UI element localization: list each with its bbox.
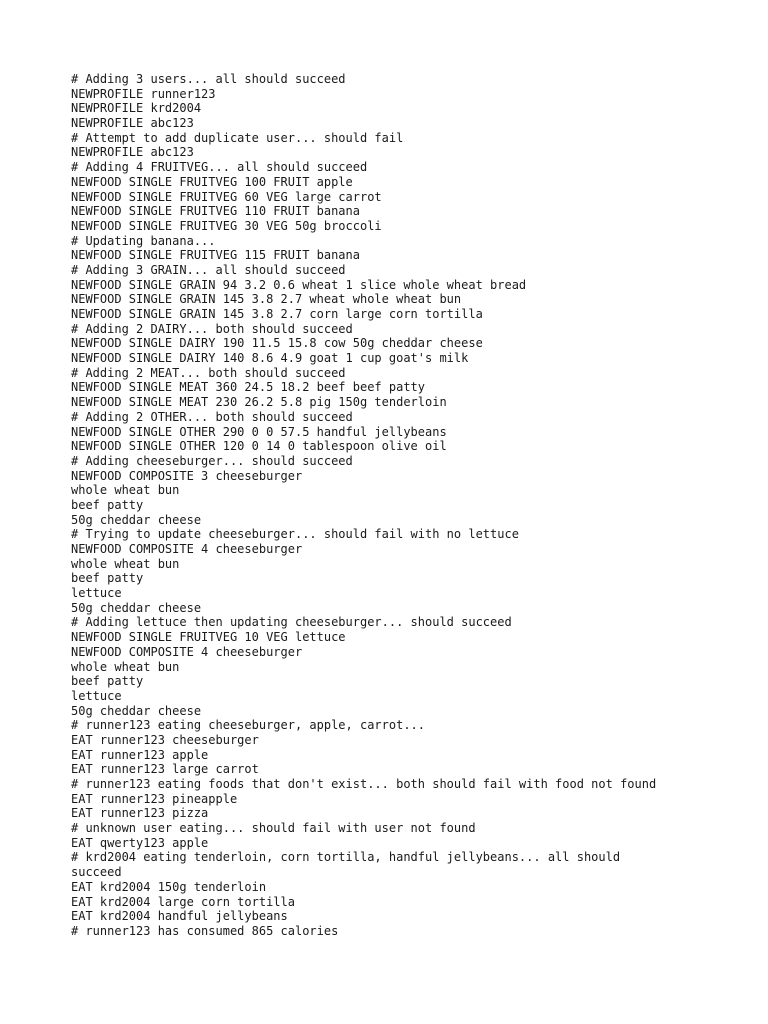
code-line: 50g cheddar cheese bbox=[71, 703, 202, 718]
code-line: NEWFOOD SINGLE OTHER 290 0 0 57.5 handful jellybeans bbox=[71, 424, 447, 439]
code-line: NEWFOOD SINGLE MEAT 230 26.2 5.8 pig 150g tenderloin bbox=[71, 395, 447, 410]
code-line: EAT krd2004 150g tenderloin bbox=[71, 879, 267, 894]
code-line: # Adding cheeseburger... should succeed bbox=[71, 453, 353, 468]
code-line: # Adding 2 MEAT... both should succeed bbox=[71, 365, 346, 380]
code-line: whole wheat bun bbox=[71, 659, 180, 674]
code-line: # Attempt to add duplicate user... should fail bbox=[71, 130, 404, 145]
code-line: whole wheat bun bbox=[71, 483, 180, 498]
code-line: NEWFOOD SINGLE GRAIN 145 3.8 2.7 wheat whole wheat bun bbox=[71, 292, 462, 307]
code-line: lettuce bbox=[71, 688, 122, 703]
code-line: NEWPROFILE abc123 bbox=[71, 145, 194, 160]
code-line: NEWFOOD SINGLE DAIRY 140 8.6 4.9 goat 1 cup goat's milk bbox=[71, 351, 469, 366]
code-line: # runner123 eating foods that don't exist... both should fail with food not found bbox=[71, 777, 657, 791]
code-line: # krd2004 eating tenderloin, corn tortilla, handful jellybeans... all should bbox=[71, 850, 621, 865]
code-line: NEWFOOD SINGLE FRUITVEG 115 FRUIT banana bbox=[71, 248, 360, 263]
code-line: NEWFOOD COMPOSITE 4 cheeseburger bbox=[71, 644, 303, 659]
code-line: NEWFOOD SINGLE FRUITVEG 100 FRUIT apple bbox=[71, 174, 353, 189]
code-line: NEWPROFILE abc123 bbox=[71, 116, 194, 131]
code-line: NEWPROFILE krd2004 bbox=[71, 101, 202, 116]
code-line: EAT krd2004 large corn tortilla bbox=[71, 894, 295, 909]
code-listing bbox=[71, 72, 711, 939]
code-line: EAT runner123 pineapple bbox=[71, 791, 238, 806]
code-line: # Adding 2 OTHER... both should succeed bbox=[71, 409, 353, 424]
code-line: 50g cheddar cheese bbox=[71, 512, 202, 527]
code-line: NEWFOOD COMPOSITE 3 cheeseburger bbox=[71, 468, 303, 483]
code-line: # Updating banana... bbox=[71, 233, 216, 248]
code-line: NEWFOOD SINGLE GRAIN 94 3.2 0.6 wheat 1 slice whole wheat bread bbox=[71, 277, 527, 292]
code-line: EAT runner123 cheeseburger bbox=[71, 732, 259, 747]
code-line: beef patty bbox=[71, 674, 144, 689]
code-line: beef patty bbox=[71, 571, 144, 586]
code-line: NEWFOOD SINGLE FRUITVEG 30 VEG 50g broccoli bbox=[71, 218, 382, 233]
code-line: NEWFOOD SINGLE DAIRY 190 11.5 15.8 cow 50g cheddar cheese bbox=[71, 336, 483, 351]
code-line: # Adding 3 users... all should succeed bbox=[71, 72, 346, 86]
code-line: EAT krd2004 handful jellybeans bbox=[71, 909, 288, 924]
code-line: NEWPROFILE runner123 bbox=[71, 86, 216, 101]
code-line: succeed bbox=[71, 865, 122, 880]
code-line: # Trying to update cheeseburger... should fail with no lettuce bbox=[71, 527, 519, 542]
code-line: # runner123 has consumed 865 calories bbox=[71, 923, 339, 938]
code-line: NEWFOOD SINGLE OTHER 120 0 14 0 tablespoon olive oil bbox=[71, 439, 447, 454]
code-line: lettuce bbox=[71, 586, 122, 601]
code-line: whole wheat bun bbox=[71, 556, 180, 571]
code-line: NEWFOOD SINGLE FRUITVEG 110 FRUIT banana bbox=[71, 204, 360, 219]
code-line: # Adding 3 GRAIN... all should succeed bbox=[71, 262, 346, 277]
code-line: # Adding lettuce then updating cheeseburger... should succeed bbox=[71, 615, 512, 630]
code-line: # unknown user eating... should fail with user not found bbox=[71, 821, 476, 836]
code-line: NEWFOOD SINGLE FRUITVEG 10 VEG lettuce bbox=[71, 630, 346, 645]
code-line: NEWFOOD SINGLE FRUITVEG 60 VEG large carrot bbox=[71, 189, 382, 204]
code-line: EAT runner123 apple bbox=[71, 747, 209, 762]
code-line: beef patty bbox=[71, 497, 144, 512]
code-line: # Adding 2 DAIRY... both should succeed bbox=[71, 321, 353, 336]
code-line: NEWFOOD SINGLE MEAT 360 24.5 18.2 beef beef patty bbox=[71, 380, 426, 395]
code-line: NEWFOOD SINGLE GRAIN 145 3.8 2.7 corn large corn tortilla bbox=[71, 307, 483, 321]
code-line: EAT runner123 pizza bbox=[71, 806, 209, 821]
code-line: EAT runner123 large carrot bbox=[71, 762, 259, 777]
code-line: # runner123 eating cheeseburger, apple, carrot... bbox=[71, 718, 426, 733]
code-line: EAT qwerty123 apple bbox=[71, 835, 209, 850]
code-line: 50g cheddar cheese bbox=[71, 600, 202, 615]
code-line: NEWFOOD COMPOSITE 4 cheeseburger bbox=[71, 542, 303, 556]
code-line: # Adding 4 FRUITVEG... all should succeed bbox=[71, 160, 368, 175]
